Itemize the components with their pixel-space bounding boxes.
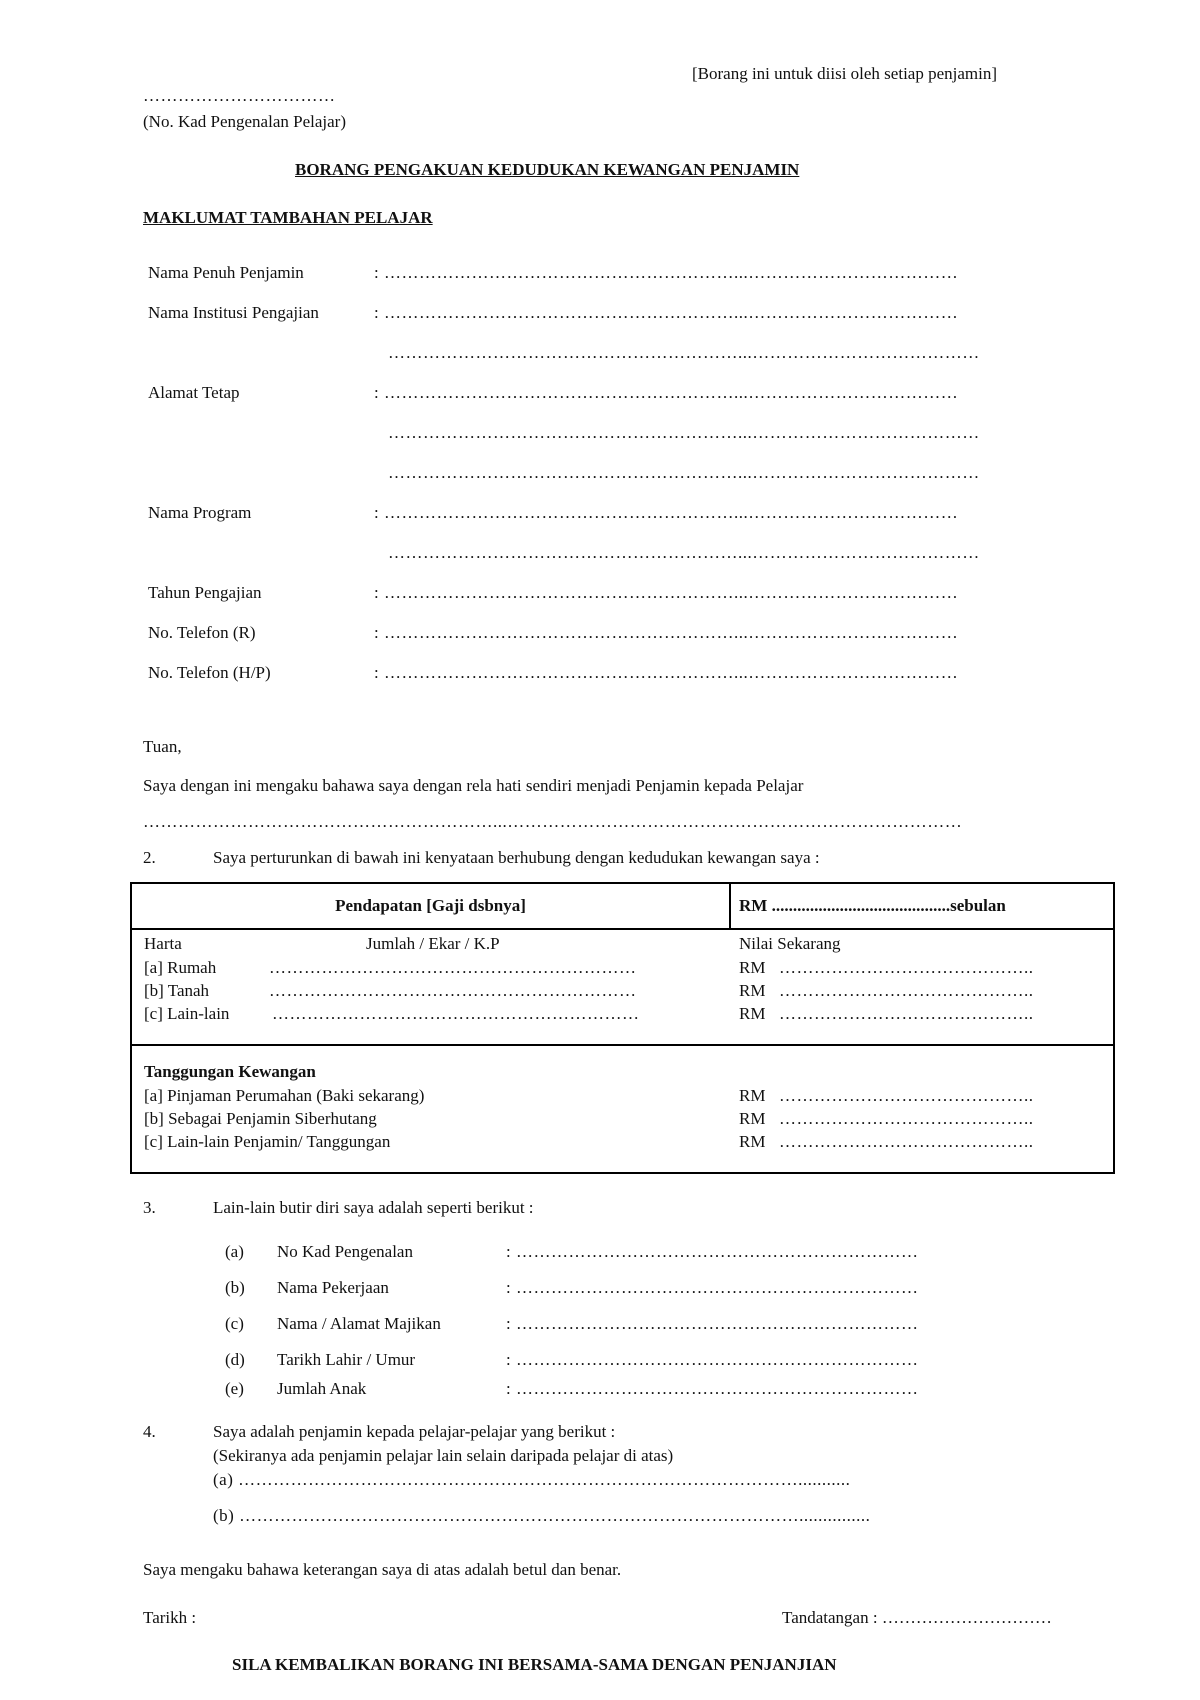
field-alamat-continuation-1[interactable]: ……………………………………………………...………………………………… — [388, 423, 980, 442]
asset-rm-rumah: RM — [739, 958, 766, 977]
table-divider — [729, 884, 731, 928]
liability-value-lain[interactable]: …………………………………….. — [779, 1132, 1034, 1151]
asset-label-rumah: [a] Rumah — [144, 958, 217, 977]
item-2-text: Saya perturunkan di bawah ini kenyataan berhubung dengan kedudukan kewangan saya : — [213, 848, 820, 867]
income-label: Pendapatan [Gaji dsbnya] — [335, 896, 526, 915]
detail-label-anak: Jumlah Anak — [277, 1379, 367, 1398]
asset-label-lain: [c] Lain-lain — [144, 1004, 230, 1023]
col-jumlah: Jumlah / Ekar / K.P — [366, 934, 500, 953]
student-ic-label: (No. Kad Pengenalan Pelajar) — [143, 112, 346, 131]
field-label-alamat: Alamat Tetap — [148, 383, 240, 402]
item-2-number: 2. — [143, 848, 156, 867]
liability-rm-penjamin: RM — [739, 1109, 766, 1128]
field-alamat[interactable]: : ……………………………………………………...……………………………… — [374, 383, 959, 402]
table-header-line — [132, 928, 1113, 930]
asset-nilai-lain[interactable]: …………………………………….. — [779, 1004, 1034, 1023]
liability-value-penjamin[interactable]: …………………………………….. — [779, 1109, 1034, 1128]
date-label[interactable]: Tarikh : — [143, 1608, 197, 1627]
detail-letter-d: (d) — [225, 1350, 245, 1369]
field-label-program: Nama Program — [148, 503, 252, 522]
detail-label-majikan: Nama / Alamat Majikan — [277, 1314, 441, 1333]
detail-label-tarikh-lahir: Tarikh Lahir / Umur — [277, 1350, 416, 1369]
student-name-field[interactable]: ……………………………………………………...…………………………………………………………………… — [143, 812, 963, 831]
item-4-number: 4. — [143, 1422, 156, 1441]
field-institusi-continuation[interactable]: ……………………………………………………...………………………………… — [388, 343, 980, 362]
final-declaration: Saya mengaku bahawa keterangan saya di atas adalah betul dan benar. — [143, 1560, 622, 1579]
asset-label-tanah: [b] Tanah — [144, 981, 210, 1000]
form-title: BORANG PENGAKUAN KEDUDUKAN KEWANGAN PENJAMIN — [295, 160, 800, 179]
asset-jumlah-rumah[interactable]: ……………………………………………………… — [269, 958, 637, 977]
asset-jumlah-lain[interactable]: ……………………………………………………… — [272, 1004, 640, 1023]
field-tahun[interactable]: : ……………………………………………………...……………………………… — [374, 583, 959, 602]
field-program[interactable]: : ……………………………………………………...……………………………… — [374, 503, 959, 522]
detail-label-ic: No Kad Pengenalan — [277, 1242, 413, 1261]
liability-label-penjamin: [b] Sebagai Penjamin Siberhutang — [144, 1109, 377, 1128]
table-section-line — [132, 1044, 1113, 1046]
detail-label-pekerjaan: Nama Pekerjaan — [277, 1278, 389, 1297]
field-program-continuation[interactable]: ……………………………………………………...………………………………… — [388, 543, 980, 562]
item-3-text: Lain-lain butir diri saya adalah seperti berikut : — [213, 1198, 534, 1217]
field-tel-hp[interactable]: : ……………………………………………………...……………………………… — [374, 663, 959, 682]
asset-jumlah-tanah[interactable]: ……………………………………………………… — [269, 981, 637, 1000]
detail-letter-e: (e) — [225, 1379, 244, 1398]
field-tel-r[interactable]: : ……………………………………………………...……………………………… — [374, 623, 959, 642]
asset-nilai-tanah[interactable]: …………………………………….. — [779, 981, 1034, 1000]
field-label-tahun: Tahun Pengajian — [148, 583, 262, 602]
detail-field-anak[interactable]: : …………………………………………………………… — [506, 1379, 919, 1398]
asset-nilai-rumah[interactable]: …………………………………….. — [779, 958, 1034, 977]
detail-field-ic[interactable]: : …………………………………………………………… — [506, 1242, 919, 1261]
guaranteed-student-b[interactable]: (b) ……………………………………………………………………………………............... — [213, 1506, 871, 1525]
salutation: Tuan, — [143, 737, 182, 756]
field-label-nama-penuh: Nama Penuh Penjamin — [148, 263, 304, 282]
guaranteed-student-a[interactable]: (a) ……………………………………………………………………………………........... — [213, 1470, 851, 1489]
liability-rm-lain: RM — [739, 1132, 766, 1151]
item-4-subtext: (Sekiranya ada penjamin pelajar lain selain daripada pelajar di atas) — [213, 1446, 674, 1465]
detail-letter-c: (c) — [225, 1314, 244, 1333]
col-harta: Harta — [144, 934, 182, 953]
liability-label-pinjaman: [a] Pinjaman Perumahan (Baki sekarang) — [144, 1086, 425, 1105]
declaration-paragraph: Saya dengan ini mengaku bahawa saya dengan rela hati sendiri menjadi Penjamin kepada Pelajar — [143, 776, 804, 795]
form-instruction-note: [Borang ini untuk diisi oleh setiap penjamin] — [692, 64, 998, 83]
signature-field[interactable]: Tandatangan : ………………………… — [782, 1608, 1052, 1627]
asset-rm-lain: RM — [739, 1004, 766, 1023]
footer-instruction: SILA KEMBALIKAN BORANG INI BERSAMA-SAMA DENGAN PENJANJIAN — [232, 1655, 837, 1674]
liability-label-lain: [c] Lain-lain Penjamin/ Tanggungan — [144, 1132, 391, 1151]
item-4-text: Saya adalah penjamin kepada pelajar-pelajar yang berikut : — [213, 1422, 616, 1441]
field-alamat-continuation-2[interactable]: ……………………………………………………...………………………………… — [388, 463, 980, 482]
field-label-tel-hp: No. Telefon (H/P) — [148, 663, 271, 682]
detail-letter-a: (a) — [225, 1242, 244, 1261]
field-label-tel-r: No. Telefon (R) — [148, 623, 256, 642]
income-field[interactable]: RM ..........................................sebulan — [739, 896, 1006, 915]
financial-table — [130, 882, 1115, 1174]
liability-value-pinjaman[interactable]: …………………………………….. — [779, 1086, 1034, 1105]
field-institusi[interactable]: : ……………………………………………………...……………………………… — [374, 303, 959, 322]
section-title: MAKLUMAT TAMBAHAN PELAJAR — [143, 208, 433, 227]
detail-letter-b: (b) — [225, 1278, 245, 1297]
field-label-institusi: Nama Institusi Pengajian — [148, 303, 319, 322]
col-nilai: Nilai Sekarang — [739, 934, 841, 953]
item-3-number: 3. — [143, 1198, 156, 1217]
detail-field-tarikh-lahir[interactable]: : …………………………………………………………… — [506, 1350, 919, 1369]
detail-field-pekerjaan[interactable]: : …………………………………………………………… — [506, 1278, 919, 1297]
detail-field-majikan[interactable]: : …………………………………………………………… — [506, 1314, 919, 1333]
asset-rm-tanah: RM — [739, 981, 766, 1000]
liabilities-title: Tanggungan Kewangan — [144, 1062, 316, 1081]
liability-rm-pinjaman: RM — [739, 1086, 766, 1105]
student-ic-dots: …………………………… — [143, 86, 336, 105]
field-nama-penuh[interactable]: : ……………………………………………………...……………………………… — [374, 263, 959, 282]
